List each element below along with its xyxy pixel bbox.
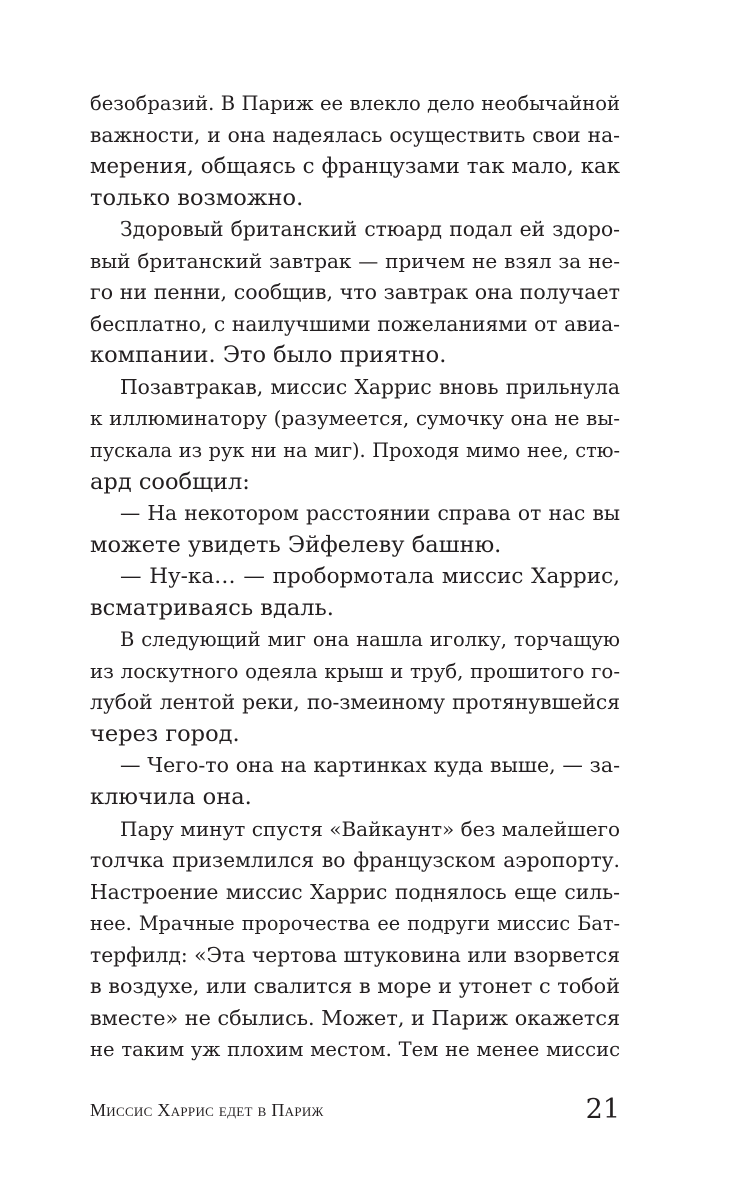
text-line: — Чего-то она на картинках куда выше, — за- — [120, 753, 620, 778]
text-line: вместе» не сбылись. Может, и Париж окажется — [90, 1005, 621, 1030]
text-line: Пару минут спустя «Вайкаунт» без малейшего — [120, 816, 621, 841]
text-line: важности, и она надеялась осуществить свои на- — [90, 122, 620, 147]
text-line: В следующий миг она нашла иголку, торчащую — [120, 628, 620, 652]
running-title: Миссис Харрис едет в Париж — [90, 1100, 324, 1120]
text-line: к иллюминатору (разумеется, сумочку она не вы- — [90, 406, 620, 431]
text-line: пускала из рук ни на миг). Проходя мимо нее, стю- — [90, 439, 620, 463]
text-line: компании. Это было приятно. — [90, 342, 447, 369]
text-line: из лоскутного одеяла крыш и труб, прошитого го- — [90, 659, 620, 683]
text-line: Здоровый британский стюард подал ей здоро- — [120, 217, 620, 242]
text-line: — Ну-ка… — пробормотала миссис Харрис, — [120, 564, 620, 590]
page-number: 21 — [585, 1094, 620, 1125]
text-line: не таким уж плохим местом. Тем не менее миссис — [90, 1038, 620, 1062]
text-line: лубой лентой реки, по-змеиному протянувшейся — [90, 690, 620, 715]
text-line: — На некотором расстоянии справа от нас вы — [120, 501, 620, 526]
text-line: Позавтракав, миссис Харрис вновь прильнула — [120, 374, 620, 399]
text-line: терфилд: «Эта чертова штуковина или взорвется — [90, 942, 620, 967]
page-footer — [90, 1087, 620, 1127]
text-line: вый британский завтрак — причем не взял за не- — [90, 248, 620, 273]
text-line: Настроение миссис Харрис поднялось еще силь- — [90, 879, 620, 904]
text-line: толчка приземлился во французском аэропорту. — [90, 848, 620, 873]
text-line: ард сообщил: — [90, 468, 250, 495]
page-body-text — [90, 88, 620, 1066]
text-line: через город. — [90, 720, 240, 747]
text-line: безобразий. В Париж ее влекло дело необычайной — [90, 92, 620, 115]
text-line: можете увидеть Эйфелеву башню. — [90, 531, 502, 558]
text-line: в воздухе, или свалится в море и утонет с тобой — [90, 974, 620, 999]
text-line: ключила она. — [90, 784, 252, 811]
text-line: го ни пенни, сообщив, что завтрак она получает — [90, 280, 620, 305]
text-line: бесплатно, с наилучшими пожеланиями от авиа- — [90, 311, 620, 336]
text-line: только возможно. — [90, 184, 304, 211]
text-line: всматриваясь вдаль. — [90, 594, 334, 621]
text-line: нее. Мрачные пророчества ее подруги миссис Бат- — [90, 912, 620, 936]
text-line: мерения, общаясь с французами так мало, как — [90, 154, 620, 180]
